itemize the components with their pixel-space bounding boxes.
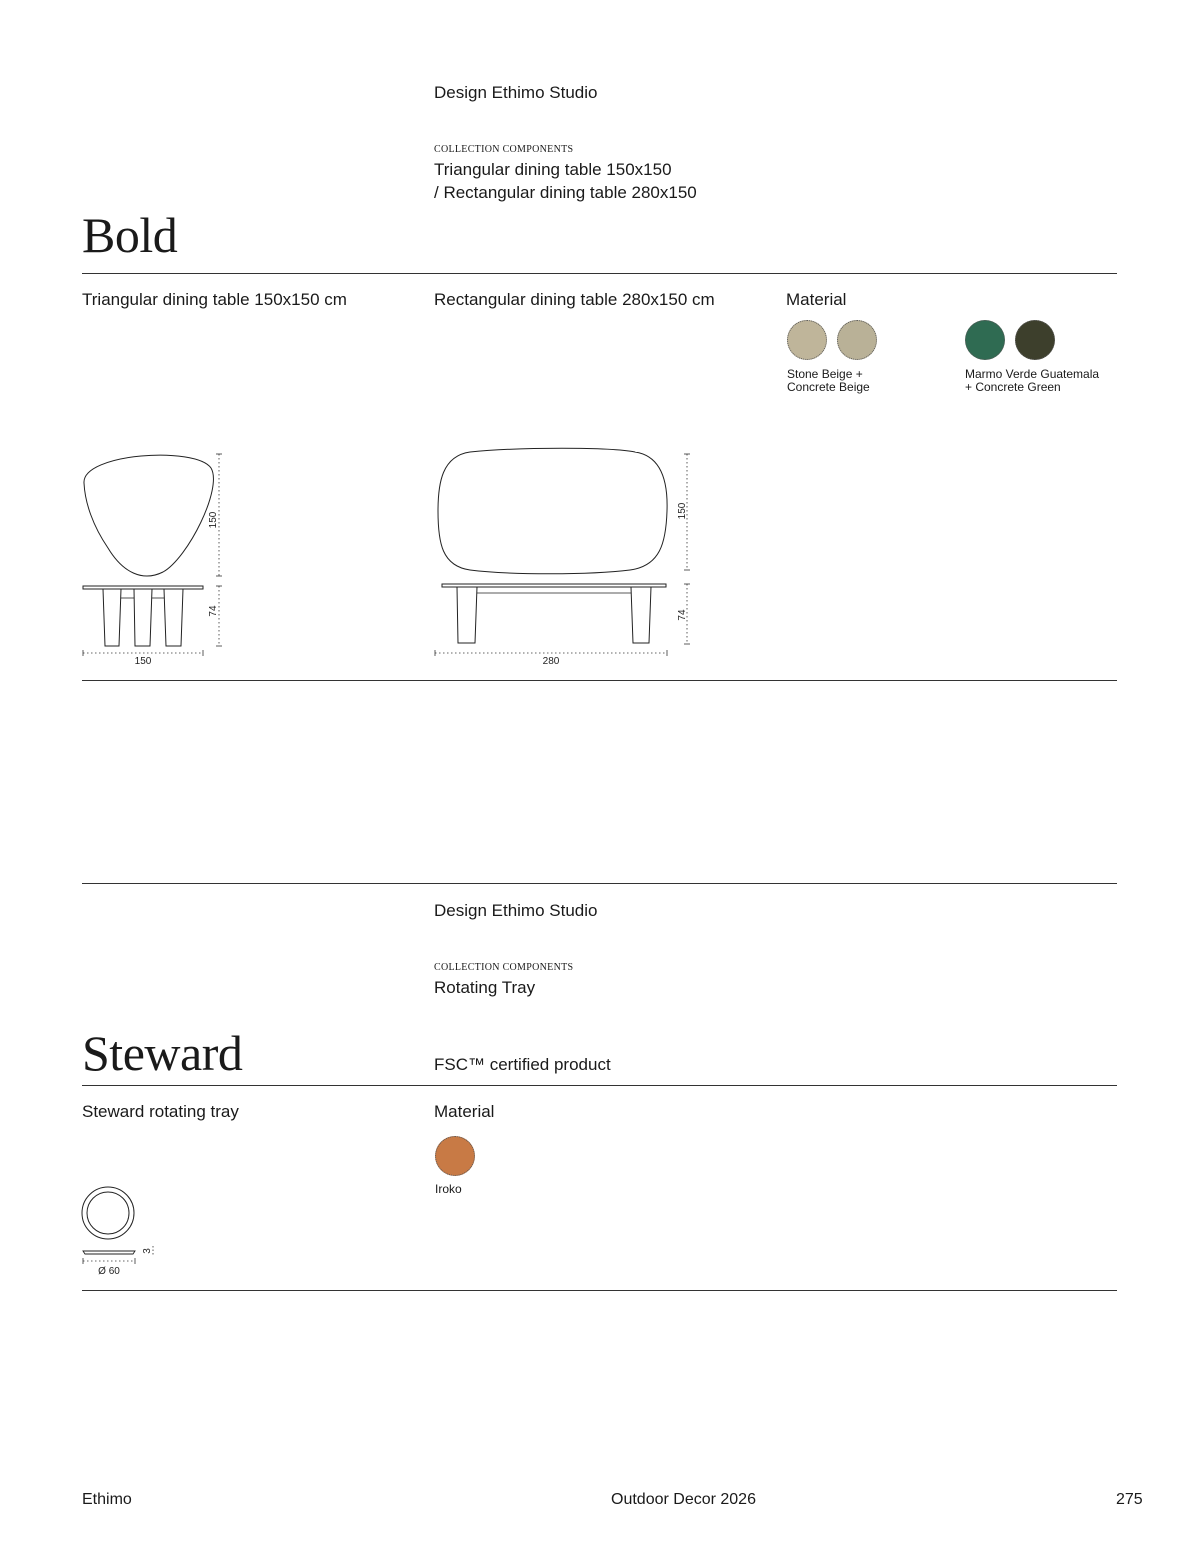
material-label-green-line2: + Concrete Green <box>965 380 1061 394</box>
rect-width-label: 280 <box>542 656 560 667</box>
footer-catalog-title: Outdoor Decor 2026 <box>611 1491 756 1508</box>
steward-col1-header: Steward rotating tray <box>82 1102 239 1121</box>
steward-components-label: COLLECTION COMPONENTS <box>434 962 574 973</box>
steward-mid-rule <box>82 1085 1117 1086</box>
swatch-marmo-verde <box>965 320 1005 360</box>
bold-col1-header: Triangular dining table 150x150 cm <box>82 290 347 309</box>
bold-designer: Design Ethimo Studio <box>434 83 598 102</box>
bold-top-rule <box>82 273 1117 274</box>
material-label-iroko: Iroko <box>435 1182 462 1196</box>
triangular-table-drawing <box>78 448 238 668</box>
bold-components-line1: Triangular dining table 150x150 <box>434 160 672 179</box>
rect-height-label: 74 <box>677 609 688 621</box>
steward-bottom-rule <box>82 1290 1117 1291</box>
bold-material-header: Material <box>786 290 847 309</box>
tray-top-view-outer <box>82 1187 134 1239</box>
steward-title: Steward <box>82 1025 243 1081</box>
rectangular-table-top-view <box>438 448 667 574</box>
triangular-table-top-view <box>84 455 213 576</box>
tray-diameter-label: Ø 60 <box>98 1266 120 1277</box>
steward-designer: Design Ethimo Studio <box>434 901 598 920</box>
bold-bottom-rule <box>82 680 1117 681</box>
tri-height-label: 74 <box>208 605 219 617</box>
tray-height-label: 3 <box>142 1248 153 1254</box>
fsc-certification: FSC™ certified product <box>434 1055 611 1074</box>
bold-col2-header: Rectangular dining table 280x150 cm <box>434 290 715 309</box>
material-label-beige-line2: Concrete Beige <box>787 380 870 394</box>
tray-top-view-inner <box>87 1192 129 1234</box>
tri-width-label: 150 <box>134 656 152 667</box>
swatch-stone-beige <box>787 320 827 360</box>
steward-material-header: Material <box>434 1102 495 1121</box>
tri-depth-label: 150 <box>208 511 219 529</box>
material-label-green-line1: Marmo Verde Guatemala <box>965 367 1100 381</box>
steward-top-rule <box>82 883 1117 884</box>
page-number: 275 <box>1116 1491 1143 1508</box>
swatch-concrete-green <box>1015 320 1055 360</box>
rotating-tray-drawing <box>78 1183 168 1278</box>
rect-depth-label: 150 <box>677 502 688 520</box>
swatch-concrete-beige <box>837 320 877 360</box>
bold-components-line2: / Rectangular dining table 280x150 <box>434 183 697 202</box>
material-label-beige-line1: Stone Beige + <box>787 367 863 381</box>
footer-brand: Ethimo <box>82 1491 132 1508</box>
bold-title: Bold <box>82 207 178 263</box>
steward-components-line1: Rotating Tray <box>434 978 536 997</box>
rectangular-table-drawing <box>430 448 700 668</box>
bold-components-label: COLLECTION COMPONENTS <box>434 144 574 155</box>
swatch-iroko <box>435 1136 475 1176</box>
